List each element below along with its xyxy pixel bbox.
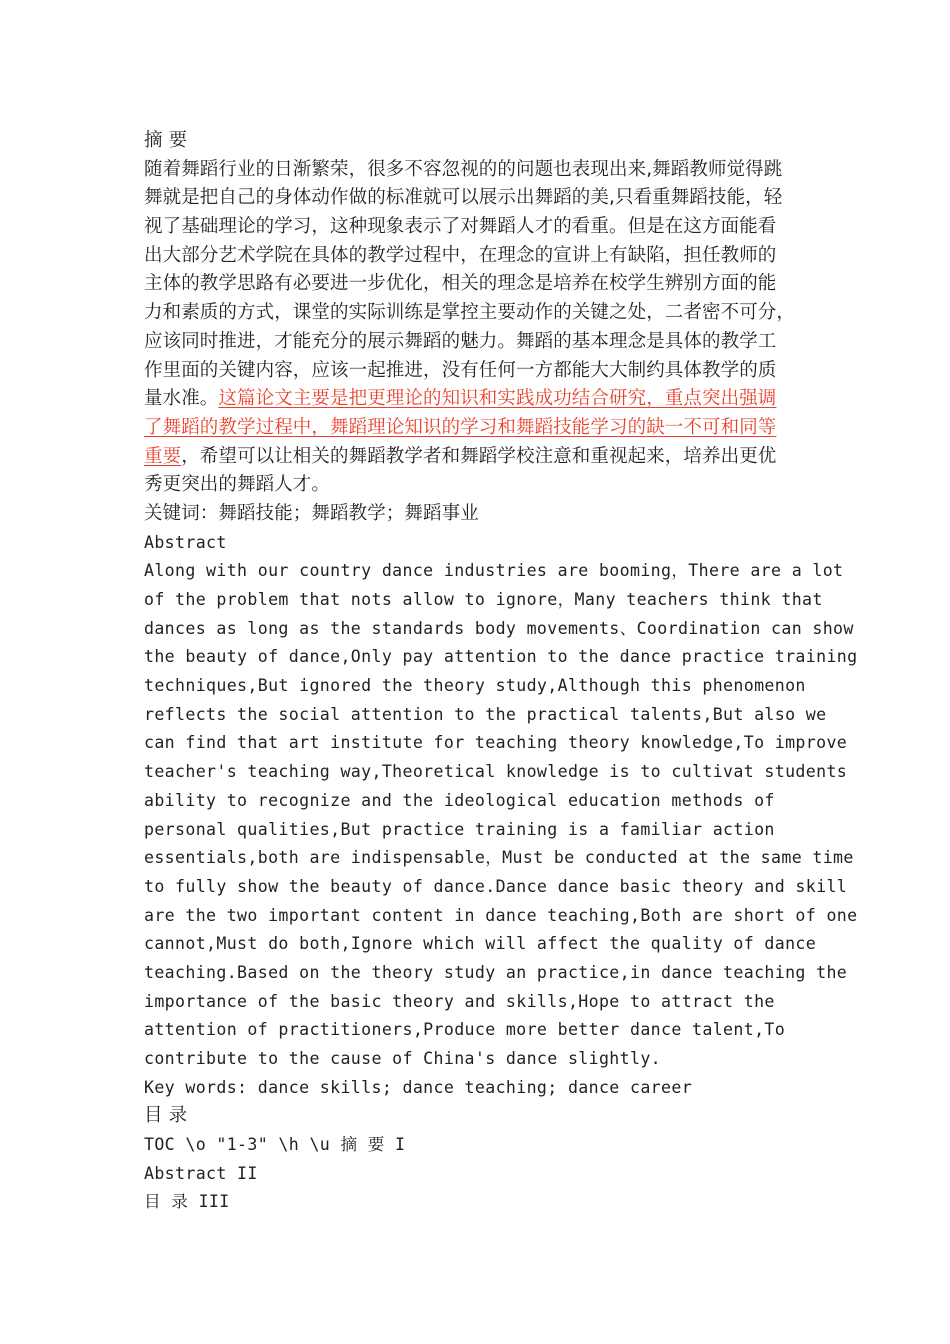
abstract-cn-line: 应该同时推进，才能充分的展示舞蹈的魅力。舞蹈的基本理念是具体的教学工	[144, 330, 777, 352]
abstract-en-line: the beauty of dance,Only pay attention to the dance practice training	[144, 647, 858, 667]
keywords-cn: 关键词：舞蹈技能；舞蹈教学；舞蹈事业	[144, 502, 479, 524]
abstract-cn-line	[144, 385, 816, 414]
toc-entry[interactable]: Abstract II	[144, 1163, 258, 1183]
highlighted-text: 了舞蹈的教学过程中，舞蹈理论知识的学习和舞蹈技能学习的缺一不可和同等	[144, 416, 777, 438]
toc-entry[interactable]: 目 录 III	[144, 1192, 230, 1212]
abstract-cn-line: 出大部分艺术学院在具体的教学过程中，在理念的宣讲上有缺陷，担任教师的	[144, 244, 777, 266]
abstract-en-line: importance of the basic theory and skills,Hope to attract the	[144, 991, 775, 1011]
abstract-en-line: contribute to the cause of China's dance slightly.	[144, 1049, 662, 1068]
abstract-en-line: are the two important content in dance teaching,Both are short of one	[144, 905, 858, 925]
toc-entry[interactable]: TOC \o "1-3" \h \u 摘 要 I	[144, 1135, 406, 1155]
abstract-en-line: reflects the social attention to the practical talents,But also we	[144, 704, 827, 724]
abstract-cn-line: 视了基础理论的学习，这种现象表示了对舞蹈人才的看重。但是在这方面能看	[144, 216, 777, 238]
abstract-cn-line: 随着舞蹈行业的日渐繁荣，很多不容忽视的的问题也表现出来,舞蹈教师觉得跳	[144, 158, 783, 180]
keywords-en: Key words: dance skills; dance teaching; dance career	[144, 1077, 693, 1097]
abstract-en-line: teacher's teaching way,Theoretical knowledge is to cultivat students	[144, 762, 848, 782]
toc-heading: 目 录	[144, 1105, 188, 1127]
abstract-cn-line: 秀更突出的舞蹈人才。	[144, 474, 331, 496]
abstract-en-line: can find that art institute for teaching theory knowledge,To improve	[144, 733, 848, 753]
abstract-en-line: ability to recognize and the ideological education methods of	[144, 790, 775, 810]
abstract-cn-heading: 摘 要	[144, 130, 188, 151]
abstract-cn-text: 量水准。	[144, 388, 219, 410]
abstract-en-line: teaching.Based on the theory study an practice,in dance teaching the	[144, 962, 848, 982]
abstract-cn-line	[144, 414, 816, 443]
abstract-cn-text: ，希望可以让相关的舞蹈教学者和舞蹈学校注意和重视起来，培养出更优	[181, 445, 777, 467]
abstract-en-heading: Abstract	[144, 532, 227, 552]
abstract-en-line: Along with our country dance industries are booming，There are a lot	[144, 561, 844, 581]
abstract-cn-line: 作里面的关键内容，应该一起推进，没有任何一方都能大大制约具体教学的质	[144, 359, 777, 381]
abstract-cn-line: 主体的教学思路有必要进一步优化，相关的理念是培养在校学生辨别方面的能	[144, 273, 777, 295]
abstract-cn-line: 力和素质的方式，课堂的实际训练是掌控主要动作的关键之处，二者密不可分，	[144, 302, 796, 324]
abstract-en-line: essentials,both are indispensable，Must be conducted at the same time	[144, 848, 854, 868]
abstract-cn-line	[144, 443, 816, 472]
abstract-en-line: dances as long as the standards body movements、Coordination can show	[144, 618, 854, 638]
highlighted-text: 重要	[144, 445, 182, 467]
abstract-en-line: to fully show the beauty of dance.Dance dance basic theory and skill	[144, 876, 848, 896]
highlighted-text: 这篇论文主要是把更理论的知识和实践成功结合研究，重点突出强调	[218, 388, 777, 410]
abstract-cn-line: 舞就是把自己的身体动作做的标准就可以展示出舞蹈的美,只看重舞蹈技能，轻	[144, 187, 783, 209]
abstract-en-line: cannot,Must do both,Ignore which will affect the quality of dance	[144, 934, 817, 954]
abstract-en-line: techniques,But ignored the theory study,Although this phenomenon	[144, 676, 806, 696]
abstract-en-line: of the problem that nots allow to ignore，Many teachers think that	[144, 590, 823, 609]
abstract-en-line: personal qualities,But practice training is a familiar action	[144, 819, 775, 839]
abstract-en-line: attention of practitioners,Produce more better dance talent,To	[144, 1020, 786, 1040]
document-page	[144, 127, 858, 1217]
